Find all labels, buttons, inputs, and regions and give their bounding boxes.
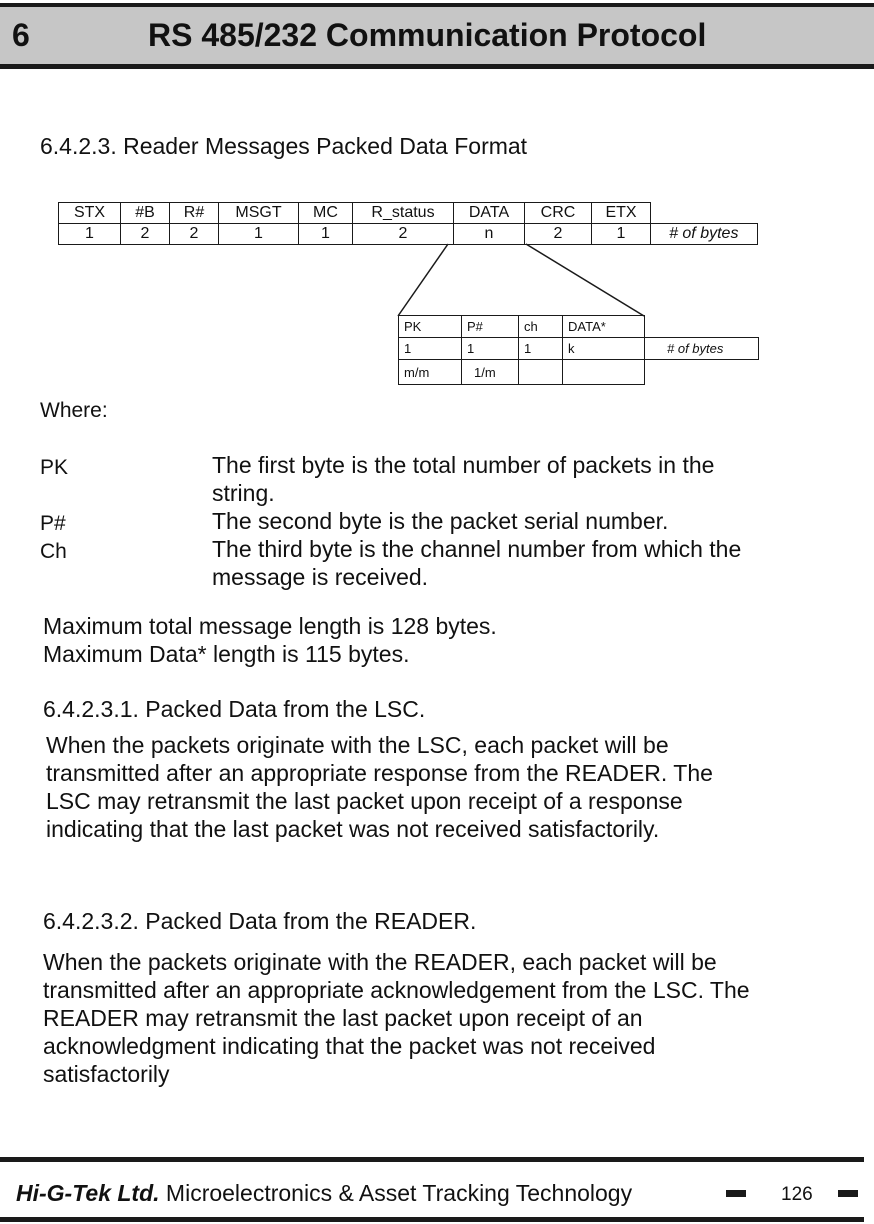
chapter-number: 6 (12, 17, 30, 53)
limit-data-length: Maximum Data* length is 115 bytes. (43, 641, 410, 667)
extra-cell: m/m (399, 360, 462, 385)
bytes-cell: 1 (462, 338, 519, 360)
definition-packet-num: The second byte is the packet serial number. (212, 508, 669, 534)
subsection-reader-title: 6.4.2.3.2. Packed Data from the READER. (43, 908, 477, 934)
bytes-cell: n (454, 224, 525, 245)
footer-dash-right (838, 1190, 858, 1197)
bytes-label: # of bytes (645, 338, 759, 360)
bytes-cell: 1 (519, 338, 563, 360)
packed-bytes-row (399, 338, 759, 360)
footer-rule-top (0, 1157, 864, 1162)
subsection-lsc-body: When the packets originate with the LSC, each packet will be transmitted after an appropriate response from the READER. The LSC may retransmit the last packet upon receipt of a response indicating that the last packet was not received satisfactorily. (46, 732, 713, 842)
bytes-cell: 1 (592, 224, 651, 245)
packed-data-table (398, 315, 759, 385)
term-pk: PK (40, 456, 69, 479)
bytes-cell: 2 (121, 224, 170, 245)
extra-cell (519, 360, 563, 385)
chapter-title: RS 485/232 Communication Protocol (148, 17, 707, 53)
extra-cell: 1/m (462, 360, 519, 385)
page-number: 126 (781, 1184, 813, 1205)
extra-cell (563, 360, 645, 385)
field-num-bytes: #B (121, 203, 170, 224)
field-msgt: MSGT (219, 203, 299, 224)
field-pk: PK (399, 316, 462, 338)
where-heading: Where: (40, 399, 108, 422)
subsection-reader-body: When the packets originate with the READER, each packet will be transmitted after an appropriate acknowledgement from the LSC. The READER may retransmit the last packet upon receipt of an acknowledgment indicating that the packet was not received satisfactorily (43, 949, 750, 1087)
field-crc: CRC (525, 203, 592, 224)
footer-text (16, 1180, 632, 1207)
field-stx: STX (59, 203, 121, 224)
definition-pk: The first byte is the total number of packets in the string. (212, 452, 715, 506)
field-r-status: R_status (353, 203, 454, 224)
bytes-cell: 1 (59, 224, 121, 245)
field-packet-num: P# (462, 316, 519, 338)
footer-dash-left (726, 1190, 746, 1197)
footer-brand: Hi-G-Tek Ltd. (16, 1180, 160, 1206)
term-ch: Ch (40, 540, 67, 563)
bytes-cell: 2 (353, 224, 454, 245)
bytes-cell: 1 (219, 224, 299, 245)
field-mc: MC (299, 203, 353, 224)
packed-field-row (399, 316, 759, 338)
bytes-cell: 1 (299, 224, 353, 245)
field-data-star: DATA* (563, 316, 645, 338)
field-reader-id: R# (170, 203, 219, 224)
bytes-label: # of bytes (651, 224, 758, 245)
definition-ch: The third byte is the channel number from which the message is received. (212, 536, 742, 590)
field-ch: ch (519, 316, 563, 338)
bytes-cell: 2 (170, 224, 219, 245)
section-title: 6.4.2.3. Reader Messages Packed Data Format (40, 133, 528, 159)
subsection-lsc-title: 6.4.2.3.1. Packed Data from the LSC. (43, 696, 426, 722)
bytes-cell: k (563, 338, 645, 360)
limit-total-length: Maximum total message length is 128 bytes. (43, 613, 497, 639)
field-etx: ETX (592, 203, 651, 224)
packed-extra-row (399, 360, 759, 385)
bytes-cell: 1 (399, 338, 462, 360)
footer-tagline: Microelectronics & Asset Tracking Technology (165, 1180, 633, 1206)
field-data: DATA (454, 203, 525, 224)
footer-rule-bottom (0, 1217, 864, 1222)
bytes-cell: 2 (525, 224, 592, 245)
term-packet-num: P# (40, 512, 66, 535)
